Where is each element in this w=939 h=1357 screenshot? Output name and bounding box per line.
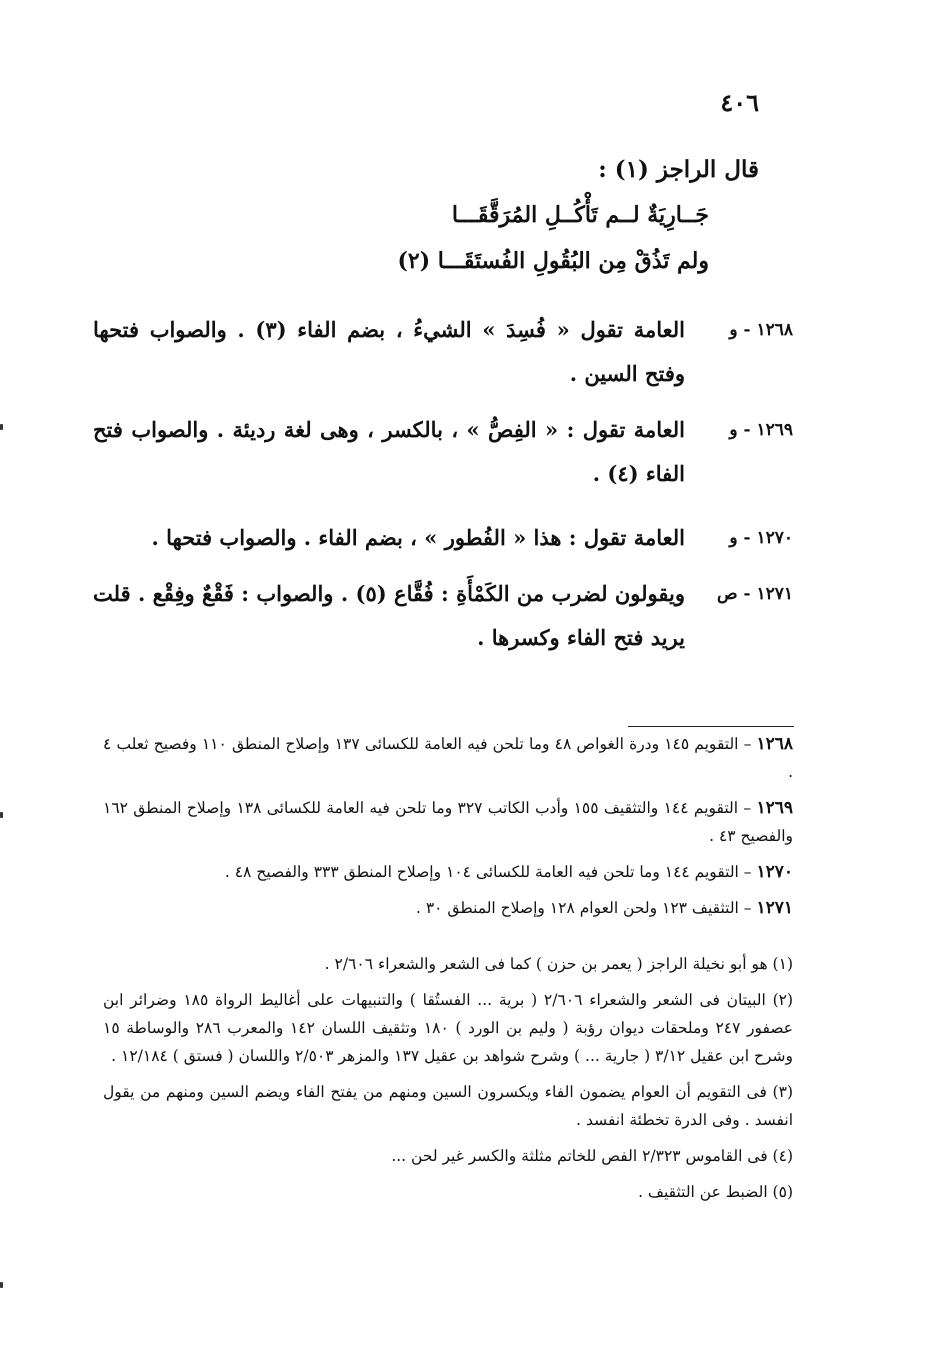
source-text: – التقويم ١٤٤ والتثقيف ١٥٥ وأدب الكاتب ٣٢٧ وما تلحن فيه العامة للكسائى ١٣٨ وإصلاح المنطق ١٦٢ والفصيح ٤٣ . <box>103 799 793 845</box>
entry-number: ١٢٧١ - ص <box>717 584 793 604</box>
scan-edge-mark <box>0 424 3 430</box>
source-text: – التثقيف ١٢٣ ولحن العوام ١٢٨ وإصلاح المنطق ٣٠ . <box>415 899 757 917</box>
footnote-4: (٤) فى القاموس ٢/٣٢٣ الفص للخاتم مثلثة والكسر غير لحن ... <box>391 1147 793 1165</box>
footnote-3: (٣) فى التقويم أن العوام يضمون الفاء ويكسرون السين ومنهم من يفتح الفاء ويضم السين ومنهم من يقول انفسد . وفى الدرة تخطئة انفسد . <box>103 1083 793 1129</box>
scan-edge-mark <box>0 812 3 818</box>
scan-edge-mark <box>0 1282 3 1288</box>
source-text: – التقويم ١٤٥ ودرة الغواص ٤٨ وما تلحن فيه العامة للكسائى ١٣٧ وإصلاح المنطق ١١٠ وفصيح ثعلب ٤ . <box>103 735 793 781</box>
verse-line-2: ولم تَذُقْ مِن البُقُولِ الفُستَقَـــا (٢) <box>397 248 709 274</box>
footnote-1: (١) هو أبو نخيلة الراجز ( يعمر بن حزن ) كما فى الشعر والشعراء ٢/٦٠٦ . <box>324 955 793 973</box>
entry-1271 <box>93 572 793 660</box>
source-item <box>103 894 793 922</box>
footnote-5: (٥) الضبط عن التثقيف . <box>638 1183 793 1201</box>
source-number: ١٢٦٨ <box>756 734 794 754</box>
verse-line-1: جَــارِيَةٌ لــم تَأْكُــلِ المُرَقَّقَـــا <box>451 202 709 228</box>
entry-1270 <box>93 516 793 560</box>
source-text: – التقويم ١٤٤ وما تلحن فيه العامة للكسائى ١٠٤ وإصلاح المنطق ٣٣٣ والفصيح ٤٨ . <box>224 863 757 881</box>
source-item <box>103 730 793 786</box>
source-number: ١٢٧٠ <box>756 862 793 882</box>
source-item <box>103 858 793 886</box>
footnotes <box>103 950 793 1214</box>
footnote-divider <box>628 726 794 727</box>
entry-number: ١٢٦٨ - و <box>729 320 793 340</box>
entry-number: ١٢٧٠ - و <box>729 528 793 548</box>
entry-text: العامة تقول « فُسِدَ » الشيءُ ، بضم الفاء (٣) . والصواب فتحها وفتح السين . <box>93 317 685 386</box>
entry-1268 <box>93 308 793 396</box>
entry-text: العامة تقول : « الفِصُّ » ، بالكسر ، وهى لغة رديئة . والصواب فتح الفاء (٤) . <box>93 417 685 486</box>
entry-text: ويقولون لضرب من الكَمْأَةِ : فُقَّاع (٥) . والصواب : فَقْعٌ وفِقْع . قلت يريد فتح الفاء وكسرها . <box>93 581 685 650</box>
source-number: ١٢٧١ <box>756 898 793 918</box>
entry-text: العامة تقول : هذا « الفُطور » ، بضم الفاء . والصواب فتحها . <box>151 525 685 550</box>
entry-number: ١٢٦٩ - و <box>729 420 793 440</box>
page-number: ٤٠٦ <box>720 88 759 117</box>
entry-1269 <box>93 408 793 496</box>
source-references <box>103 730 793 930</box>
source-number: ١٢٦٩ <box>756 798 793 818</box>
poem-intro: قال الراجز (١) : <box>598 156 759 183</box>
footnote-2: (٢) البيتان فى الشعر والشعراء ٢/٦٠٦ ( برية ... الفستُقا ) والتنبيهات على أغاليط الرواة ١٨٥ وضرائر ابن عصفور ٢٤٧ وملحقات ديوان رؤبة ( وليم بن الورد ) ١٨٠ وتثقيف اللسان ١٤٢ والمعرب ٢٨٦ والوساطة ١٥ وشرح ابن عقيل ٣/١٢ ( جارية ... ) وشرح شواهد بن عقيل ١٣٧ والمزهر ٢/٥٠٣ واللسان ( فستق ) ١٢/١٨٤ . <box>103 991 794 1065</box>
source-item <box>103 794 793 850</box>
